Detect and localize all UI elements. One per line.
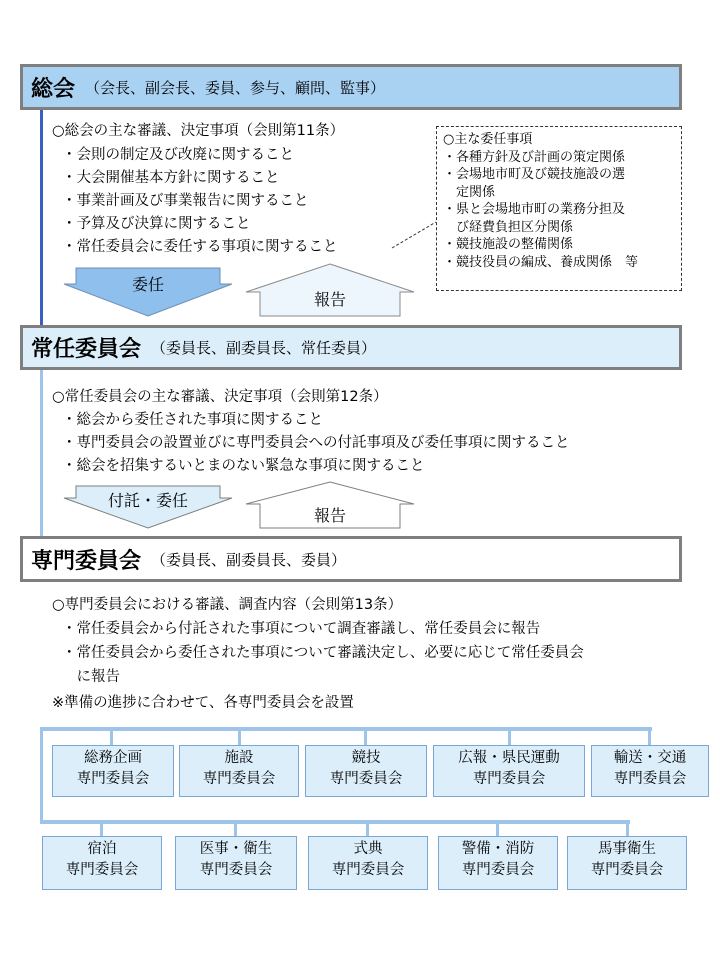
committee-box-transport [591,745,709,797]
standing-item: ・総会から委任された事項に関すること [62,412,323,428]
committee-suffix: 専門委員会 [613,771,687,787]
delegated-line: 定関係 [443,184,496,200]
committee-box-medical [175,836,297,890]
general-item: ・大会開催基本方針に関すること [62,170,280,186]
tree-drop [508,731,511,745]
tree-drop [648,731,651,745]
committee-name: 輸送・交通 [613,750,687,766]
standing-heading: ○常任委員会の主な審議、決定事項（会則第12条） [52,389,388,405]
committee-box-equine-health [567,836,687,890]
general-item: ・予算及び決算に関すること [62,216,251,232]
committee-name: 広報・県民運動 [458,750,560,766]
delegated-line: ・会場地市町及び競技施設の選 [443,167,626,182]
committee-box-publicity [433,745,585,797]
tree-drop [100,824,103,836]
delegated-heading: ○主な委任事項 [443,132,533,147]
committee-name: 競技 [351,750,381,766]
committee-suffix: 専門委員会 [202,771,276,787]
committee-suffix: 専門委員会 [76,771,150,787]
delegated-line: ・各種方針及び計画の策定関係 [443,149,626,165]
committee-suffix: 専門委員会 [331,862,405,878]
committee-suffix: 専門委員会 [472,771,546,787]
standing-item: ・専門委員会の設置並びに専門委員会への付託事項及び委任事項に関すること [62,435,570,451]
tree-drop [234,824,237,836]
special-committee-members: （委員長、副委員長、委員） [151,550,347,569]
note-connector [390,220,440,250]
special-footnote: ※準備の進捗に合わせて、各専門委員会を設置 [52,695,354,711]
special-committee-title: 専門委員会 [31,548,142,574]
special-item: ・常任委員会から委任された事項について審議決定し、必要に応じて常任委員会 [62,645,584,661]
tree-drop [626,824,629,836]
committee-name: 総務企画 [84,750,142,766]
flow-line-1 [40,110,43,325]
committee-name: 施設 [224,750,254,766]
delegate-down-label: 委任 [131,275,164,294]
report-up-label: 報告 [313,290,346,309]
committee-box-ceremony [308,836,428,890]
delegated-line: ・競技役員の編成、養成関係 等 [443,254,639,270]
committee-box-security [438,836,558,890]
general-assembly-title: 総会 [31,76,76,102]
standing-committee-title: 常任委員会 [31,337,142,362]
delegated-line: び経費負担区分関係 [443,219,574,235]
general-assembly-members: （会長、副会長、委員、参与、顧問、監事） [85,78,386,97]
tree-left-trunk [40,727,43,823]
committee-suffix: 専門委員会 [65,862,139,878]
tree-bar-row1 [40,727,652,731]
special-item: ・常任委員会から付託された事項について調査審議し、常任委員会に報告 [62,621,541,637]
flow-line-2 [40,370,43,536]
committee-name: 馬事衛生 [598,841,656,857]
general-item: ・会則の制定及び改廃に関すること [62,147,294,163]
standing-item: ・総会を招集するいとまのない緊急な事項に関すること [62,458,425,474]
committee-name: 警備・消防 [461,841,535,857]
delegated-line: ・県と会場地市町の業務分担及 [443,202,626,217]
committee-box-facilities [179,745,299,797]
committee-suffix: 専門委員会 [329,771,403,787]
committee-box-accommodation [42,836,162,890]
standing-committee-header [20,325,682,370]
general-heading: ○総会の主な審議、決定事項（会則第11条） [52,123,345,139]
committee-name: 式典 [353,841,383,857]
committee-name: 医事・衛生 [199,841,273,857]
tree-drop [110,731,113,745]
committee-suffix: 専門委員会 [199,862,273,878]
general-assembly-header [20,64,682,110]
committee-name: 宿泊 [87,841,117,857]
general-item: ・常任委員会に委任する事項に関すること [62,239,338,255]
standing-committee-members: （委員長、副委員長、常任委員） [151,339,377,357]
committee-suffix: 専門委員会 [461,862,535,878]
delegated-line: ・競技施設の整備関係 [443,237,574,252]
special-item: に報告 [62,669,120,685]
tree-drop [496,824,499,836]
entrust-down-label: 付託・委任 [107,491,188,510]
special-committee-header [20,536,682,582]
report-up-label-2: 報告 [313,506,346,525]
special-heading: ○専門委員会における審議、調査内容（会則第13条） [52,597,403,613]
committee-suffix: 専門委員会 [590,862,664,878]
tree-drop [238,731,241,745]
tree-drop [364,731,367,745]
tree-bar-row2 [40,820,630,824]
committee-box-general-planning [52,745,174,797]
delegated-matters-note [436,126,682,291]
tree-drop [366,824,369,836]
committee-box-competition [305,745,427,797]
general-item: ・事業計画及び事業報告に関すること [62,193,309,209]
